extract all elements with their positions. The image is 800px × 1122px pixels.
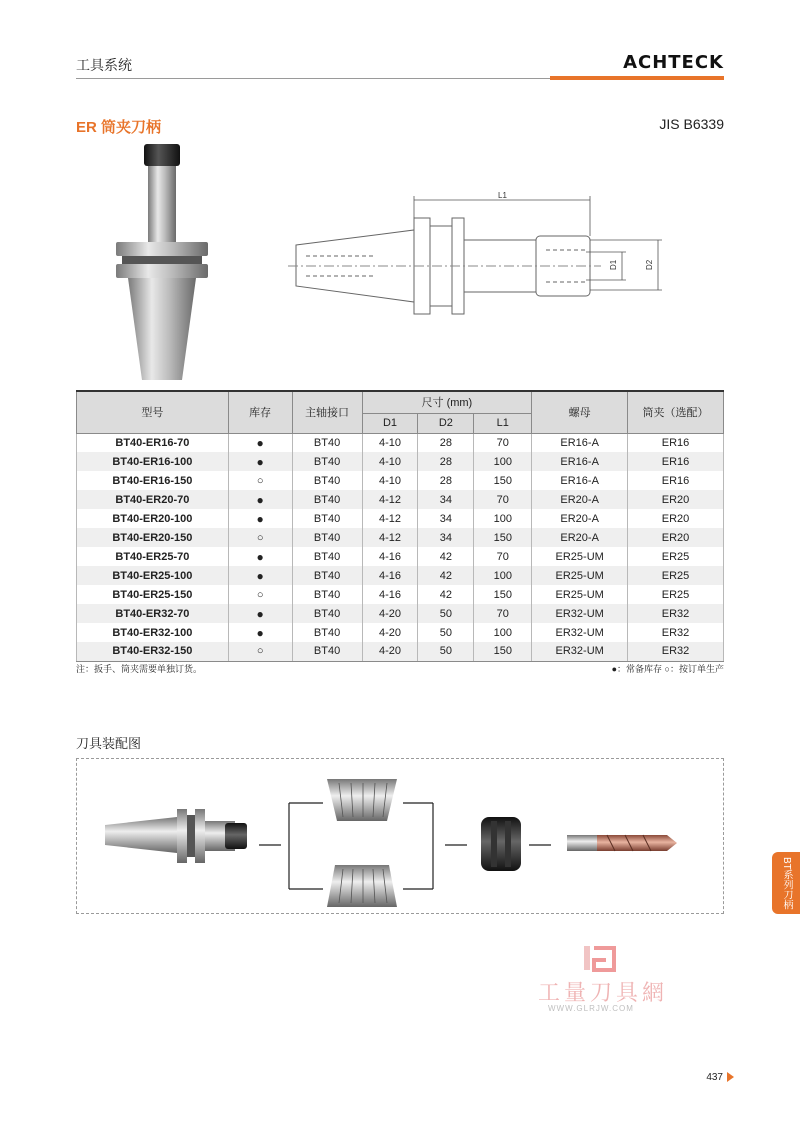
- cell-collet: ER25: [628, 547, 724, 566]
- watermark-url: WWW.GLRJW.COM: [548, 1004, 634, 1013]
- table-row: [77, 547, 724, 566]
- cell-d1: 4-10: [362, 452, 418, 471]
- assembly-title: 刀具装配图: [76, 736, 142, 751]
- cell-d2: 42: [418, 585, 474, 604]
- cell-stock: ●: [228, 433, 292, 452]
- cell-spindle: BT40: [292, 509, 362, 528]
- cell-l1: 150: [474, 585, 532, 604]
- cell-d1: 4-10: [362, 471, 418, 490]
- header-accent-bar: [550, 76, 724, 80]
- cell-stock: ●: [228, 623, 292, 642]
- cell-d2: 42: [418, 566, 474, 585]
- cell-l1: 70: [474, 433, 532, 452]
- header-model: 型号: [77, 391, 229, 433]
- cell-stock: ●: [228, 566, 292, 585]
- cell-collet: ER16: [628, 452, 724, 471]
- cell-stock: ○: [228, 471, 292, 490]
- page-number: 437: [706, 1072, 734, 1083]
- table-row: [77, 604, 724, 623]
- label-d1: D1: [609, 259, 618, 270]
- cell-spindle: BT40: [292, 528, 362, 547]
- cell-d1: 4-16: [362, 566, 418, 585]
- cell-nut: ER32-UM: [532, 604, 628, 623]
- cell-stock: ●: [228, 452, 292, 471]
- cell-d1: 4-12: [362, 490, 418, 509]
- cell-d1: 4-16: [362, 547, 418, 566]
- watermark-logo-icon: [580, 944, 620, 974]
- cell-spindle: BT40: [292, 623, 362, 642]
- cell-stock: ●: [228, 509, 292, 528]
- cell-l1: 70: [474, 547, 532, 566]
- tool-holder-photo: [112, 142, 212, 382]
- table-row: [77, 585, 724, 604]
- cell-d2: 50: [418, 604, 474, 623]
- cell-model: BT40-ER32-150: [77, 642, 229, 661]
- cell-d1: 4-12: [362, 509, 418, 528]
- cell-l1: 100: [474, 509, 532, 528]
- section-title: ER 筒夹刀柄: [76, 119, 162, 136]
- cell-collet: ER32: [628, 604, 724, 623]
- cell-collet: ER25: [628, 585, 724, 604]
- cell-model: BT40-ER20-70: [77, 490, 229, 509]
- cell-stock: ●: [228, 490, 292, 509]
- header-stock: 库存: [228, 391, 292, 433]
- cell-stock: ●: [228, 547, 292, 566]
- cell-model: BT40-ER20-150: [77, 528, 229, 547]
- cell-d2: 28: [418, 433, 474, 452]
- cell-l1: 70: [474, 490, 532, 509]
- cell-model: BT40-ER32-100: [77, 623, 229, 642]
- header-collet: 筒夹（选配）: [628, 391, 724, 433]
- cell-d1: 4-20: [362, 623, 418, 642]
- table-row: [77, 623, 724, 642]
- cell-d2: 50: [418, 642, 474, 661]
- brand-logo: ACHTECK: [623, 52, 724, 73]
- cell-collet: ER20: [628, 528, 724, 547]
- label-d2: D2: [645, 259, 654, 270]
- collet-image-top: [327, 779, 397, 821]
- cell-d2: 28: [418, 452, 474, 471]
- stock-legend: ●：常备库存 ○：按订单生产: [611, 664, 724, 674]
- spec-table: [76, 390, 724, 662]
- cell-d1: 4-12: [362, 528, 418, 547]
- cell-d1: 4-16: [362, 585, 418, 604]
- cell-d2: 34: [418, 490, 474, 509]
- table-row: [77, 433, 724, 452]
- header-nut: 螺母: [532, 391, 628, 433]
- nut-image: [481, 817, 521, 871]
- standard-label: JIS B6339: [659, 116, 724, 132]
- cell-model: BT40-ER25-70: [77, 547, 229, 566]
- cell-nut: ER25-UM: [532, 566, 628, 585]
- cell-spindle: BT40: [292, 433, 362, 452]
- cell-stock: ○: [228, 585, 292, 604]
- cell-nut: ER32-UM: [532, 642, 628, 661]
- cell-spindle: BT40: [292, 452, 362, 471]
- table-row: [77, 566, 724, 585]
- footnote: 注：扳手、筒夹需要单独订货。: [76, 664, 203, 674]
- collet-image-bottom: [327, 865, 397, 907]
- header-d2: D2: [418, 413, 474, 433]
- page-arrow-icon: [727, 1072, 734, 1082]
- cell-l1: 100: [474, 623, 532, 642]
- cell-nut: ER16-A: [532, 471, 628, 490]
- cell-l1: 100: [474, 452, 532, 471]
- cell-l1: 100: [474, 566, 532, 585]
- header-dims: 尺寸 (mm): [362, 391, 532, 413]
- cell-spindle: BT40: [292, 471, 362, 490]
- cell-nut: ER16-A: [532, 433, 628, 452]
- cell-model: BT40-ER32-70: [77, 604, 229, 623]
- cell-l1: 70: [474, 604, 532, 623]
- table-row: [77, 528, 724, 547]
- header-spindle: 主轴接口: [292, 391, 362, 433]
- cell-spindle: BT40: [292, 604, 362, 623]
- drill-image: [567, 835, 677, 851]
- cell-collet: ER20: [628, 509, 724, 528]
- side-tab-bt-series[interactable]: BT系列刀柄: [772, 852, 800, 914]
- header-d1: D1: [362, 413, 418, 433]
- cell-d2: 34: [418, 509, 474, 528]
- cell-nut: ER32-UM: [532, 623, 628, 642]
- cell-spindle: BT40: [292, 566, 362, 585]
- assembly-diagram: [77, 759, 723, 913]
- cell-nut: ER25-UM: [532, 547, 628, 566]
- cell-collet: ER25: [628, 566, 724, 585]
- header-l1: L1: [474, 413, 532, 433]
- cell-model: BT40-ER20-100: [77, 509, 229, 528]
- cell-stock: ○: [228, 642, 292, 661]
- label-l1: L1: [498, 191, 507, 200]
- table-row: [77, 642, 724, 661]
- cell-collet: ER20: [628, 490, 724, 509]
- cell-d2: 50: [418, 623, 474, 642]
- cell-collet: ER32: [628, 642, 724, 661]
- assembly-diagram-box: [76, 758, 724, 914]
- table-row: [77, 490, 724, 509]
- cell-collet: ER32: [628, 623, 724, 642]
- watermark-text: 工量刀具網: [538, 981, 669, 1006]
- cell-l1: 150: [474, 642, 532, 661]
- cell-model: BT40-ER16-70: [77, 433, 229, 452]
- cell-nut: ER25-UM: [532, 585, 628, 604]
- cell-d2: 34: [418, 528, 474, 547]
- holder-side-image: [105, 809, 247, 863]
- header-title: 工具系统: [76, 57, 132, 73]
- table-row: [77, 452, 724, 471]
- cell-model: BT40-ER25-100: [77, 566, 229, 585]
- cell-l1: 150: [474, 471, 532, 490]
- cell-nut: ER20-A: [532, 490, 628, 509]
- cell-nut: ER16-A: [532, 452, 628, 471]
- cell-collet: ER16: [628, 471, 724, 490]
- technical-drawing: [286, 190, 676, 340]
- header-rule: [76, 78, 550, 79]
- cell-d2: 28: [418, 471, 474, 490]
- cell-stock: ○: [228, 528, 292, 547]
- table-row: [77, 471, 724, 490]
- cell-spindle: BT40: [292, 585, 362, 604]
- cell-d2: 42: [418, 547, 474, 566]
- cell-d1: 4-20: [362, 642, 418, 661]
- table-row: [77, 509, 724, 528]
- cell-model: BT40-ER16-150: [77, 471, 229, 490]
- cell-collet: ER16: [628, 433, 724, 452]
- cell-nut: ER20-A: [532, 528, 628, 547]
- cell-stock: ●: [228, 604, 292, 623]
- cell-model: BT40-ER25-150: [77, 585, 229, 604]
- cell-spindle: BT40: [292, 642, 362, 661]
- cell-d1: 4-10: [362, 433, 418, 452]
- cell-spindle: BT40: [292, 490, 362, 509]
- cell-d1: 4-20: [362, 604, 418, 623]
- cell-spindle: BT40: [292, 547, 362, 566]
- cell-model: BT40-ER16-100: [77, 452, 229, 471]
- cell-l1: 150: [474, 528, 532, 547]
- cell-nut: ER20-A: [532, 509, 628, 528]
